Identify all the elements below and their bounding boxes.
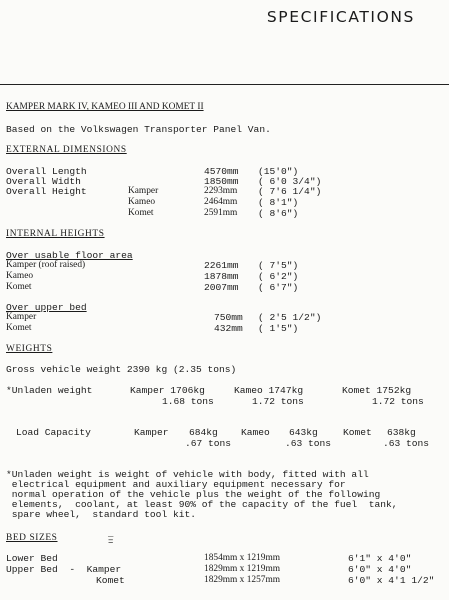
unladen-komet-tons: 1.72 tons	[372, 396, 424, 407]
bed-height-label: Kamper	[6, 312, 37, 322]
unladen-note-line: spare wheel, standard tool kit.	[6, 509, 196, 520]
floor-row-label: Komet	[6, 282, 32, 292]
floor-row-ft: ( 6'7")	[258, 282, 299, 293]
overall-height-label: Overall Height	[6, 186, 87, 197]
unladen-kameo: Kameo 1747kg	[234, 385, 304, 396]
gross-weight: Gross vehicle weight 2390 kg (2.35 tons)	[6, 364, 237, 375]
capacity-kamper-kg: 684kg	[189, 427, 218, 438]
height-ft: ( 7'6 1/4")	[258, 186, 322, 197]
height-mm: 2293mm	[204, 186, 238, 196]
floor-row-label: Kameo	[6, 271, 34, 281]
unladen-kamper-tons: 1.68 tons	[162, 396, 214, 407]
height-ft: ( 8'1")	[258, 197, 299, 208]
overall-length-label: Overall Length	[6, 166, 87, 177]
floor-row-mm: 2261mm	[204, 260, 239, 271]
capacity-komet-tons: .63 tons	[383, 438, 430, 449]
unladen-note-line: elements, coolant, at least 90% of the capacity of the fuel tank,	[6, 499, 398, 510]
overall-width-label: Overall Width	[6, 176, 81, 187]
capacity-kameo-kg: 643kg	[289, 427, 318, 438]
external-dimensions-title: EXTERNAL DIMENSIONS	[6, 145, 127, 155]
capacity-kamper: Kamper	[134, 427, 169, 438]
weights-title: WEIGHTS	[6, 344, 53, 354]
floor-row-mm: 1878mm	[204, 271, 239, 282]
height-mm: 2591mm	[204, 208, 238, 218]
capacity-kamper-tons: .67 tons	[185, 438, 232, 449]
overall-width-mm: 1850mm	[204, 176, 239, 187]
page-title: SPECIFICATIONS	[266, 8, 415, 26]
internal-heights-title: INTERNAL HEIGHTS	[6, 229, 105, 239]
unladen-kamper: Kamper 1706kg	[130, 385, 205, 396]
height-mm: 2464mm	[204, 197, 238, 207]
height-ft: ( 8'6")	[258, 208, 299, 219]
upper-bed-ft: 6'0" x 4'0"	[348, 564, 412, 575]
bed-height-mm: 432mm	[214, 323, 243, 334]
capacity-label: Load Capacity	[16, 427, 91, 438]
bed-height-ft: ( 1'5")	[258, 323, 299, 334]
floor-row-ft: ( 6'2")	[258, 271, 299, 282]
lower-bed-ft: 6'1" x 4'0"	[348, 553, 412, 564]
overall-length-mm: 4570mm	[204, 166, 239, 177]
unladen-note-line: electrical equipment and auxiliary equipment necessary for	[6, 479, 346, 490]
floor-row-ft: ( 7'5")	[258, 260, 299, 271]
upper-bed-komet-label: Komet	[96, 575, 125, 586]
floor-row-mm: 2007mm	[204, 282, 239, 293]
models-heading: KAMPER MARK IV, KAMEO III AND KOMET II	[6, 102, 204, 112]
divider-rule	[0, 84, 449, 85]
floor-area-subtitle: Over usable floor area	[6, 250, 133, 261]
upper-bed-subtitle: Over upper bed	[6, 302, 87, 313]
intro-text: Based on the Volkswagen Transporter Panel Van.	[6, 124, 271, 135]
upper-bed-label: Upper Bed - Kamper	[6, 564, 122, 575]
lower-bed-mm: 1854mm x 1219mm	[204, 553, 281, 563]
upper-bed-komet-ft: 6'0" x 4'1 1/2"	[348, 575, 435, 586]
height-model: Kameo	[128, 197, 156, 207]
unladen-note-line: *Unladen weight is weight of vehicle with body, fitted with all	[6, 469, 369, 480]
capacity-kameo: Kameo	[241, 427, 270, 438]
height-model: Kamper	[128, 186, 159, 196]
unladen-note-line: normal operation of the vehicle plus the weight of the following	[6, 489, 381, 500]
overall-width-ft: ( 6'0 3/4")	[258, 176, 322, 187]
upper-bed-mm: 1829mm x 1219mm	[204, 564, 281, 574]
lower-bed-label: Lower Bed	[6, 553, 58, 564]
unladen-kameo-tons: 1.72 tons	[252, 396, 304, 407]
bed-sizes-title: BED SIZES	[6, 533, 58, 543]
floor-row-label: Kamper (roof raised)	[6, 260, 86, 270]
unladen-komet: Komet 1752kg	[342, 385, 412, 396]
unladen-label: *Unladen weight	[6, 385, 93, 396]
bed-height-mm: 750mm	[214, 312, 243, 323]
stray-mark: _ =	[108, 529, 114, 547]
bed-height-label: Komet	[6, 323, 32, 333]
capacity-kameo-tons: .63 tons	[285, 438, 332, 449]
capacity-komet: Komet	[343, 427, 372, 438]
capacity-komet-kg: 638kg	[387, 427, 416, 438]
bed-height-ft: ( 2'5 1/2")	[258, 312, 322, 323]
height-model: Komet	[128, 208, 154, 218]
overall-length-ft: (15'0")	[258, 166, 299, 177]
upper-bed-komet-mm: 1829mm x 1257mm	[204, 575, 281, 585]
